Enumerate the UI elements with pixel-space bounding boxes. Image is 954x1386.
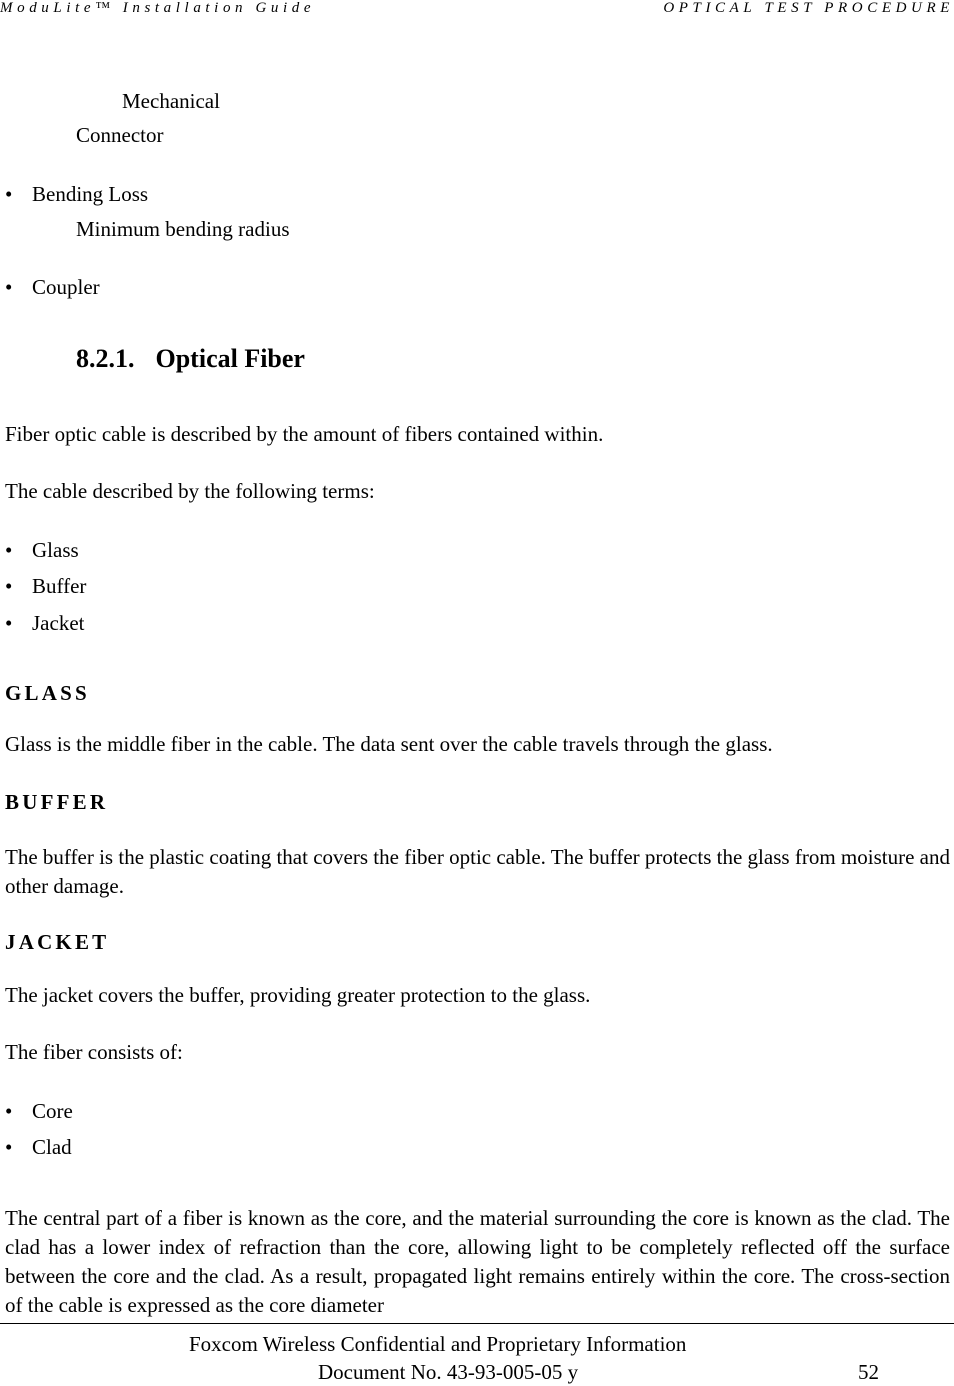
running-header-left: ModuLite™ Installation Guide (0, 0, 316, 16)
buffer-heading: BUFFER (5, 790, 109, 814)
section-heading (76, 344, 305, 374)
footer-document-number: Document No. 43-93-005-05 y (318, 1360, 579, 1384)
intro-paragraph: Fiber optic cable is described by the amount of fibers contained within. (5, 422, 604, 446)
running-header-right: OPTICAL TEST PROCEDURE (663, 0, 954, 16)
part-clad: Clad (32, 1135, 72, 1159)
fiber-consists-paragraph: The fiber consists of: (5, 1040, 183, 1064)
bullet-icon: • (5, 611, 13, 635)
buffer-paragraph: The buffer is the plastic coating that covers the fiber optic cable. The buffer protects the glass from moisture and other damage. (5, 845, 950, 898)
list-item (0, 574, 954, 604)
jacket-paragraph: The jacket covers the buffer, providing greater protection to the glass. (5, 983, 591, 1007)
section-title: Optical Fiber (155, 344, 305, 373)
terms-intro-paragraph: The cable described by the following terms: (5, 479, 375, 503)
bullet-icon: • (5, 574, 13, 598)
term-jacket: Jacket (32, 611, 85, 635)
bullet-icon: • (5, 182, 13, 206)
core-clad-paragraph: The central part of a fiber is known as the core, and the material surrounding the core is known as the clad. The clad has a lower index of refraction than the core, allowing light to be completely reflected off the surface between the core and the clad. As a result, propagated light remains entirely within the core. The cross-section of the cable is expressed as the core diameter (5, 1206, 950, 1317)
part-core: Core (32, 1099, 73, 1123)
term-glass: Glass (32, 538, 79, 562)
footer-confidential: Foxcom Wireless Confidential and Proprietary Information (189, 1332, 687, 1356)
jacket-heading: JACKET (5, 930, 110, 954)
page-number: 52 (858, 1360, 879, 1384)
coupler-item: Coupler (32, 275, 100, 299)
glass-heading: GLASS (5, 681, 90, 705)
section-number: 8.2.1. (76, 344, 135, 373)
term-buffer: Buffer (32, 574, 87, 598)
footer-divider (0, 1323, 954, 1324)
list-item (0, 275, 954, 305)
glass-paragraph: Glass is the middle fiber in the cable. The data sent over the cable travels through the glass. (5, 732, 773, 756)
bullet-icon: • (5, 1099, 13, 1123)
list-item (0, 1135, 954, 1165)
list-item (0, 611, 954, 641)
list-item (0, 182, 954, 212)
list-item (0, 1099, 954, 1129)
mechanical-label: Mechanical (122, 89, 220, 113)
bullet-icon: • (5, 275, 13, 299)
min-bending-radius-label: Minimum bending radius (76, 217, 290, 241)
bullet-icon: • (5, 538, 13, 562)
list-item (0, 538, 954, 568)
bending-loss-item: Bending Loss (32, 182, 149, 206)
connector-label: Connector (76, 123, 164, 147)
bullet-icon: • (5, 1135, 13, 1159)
